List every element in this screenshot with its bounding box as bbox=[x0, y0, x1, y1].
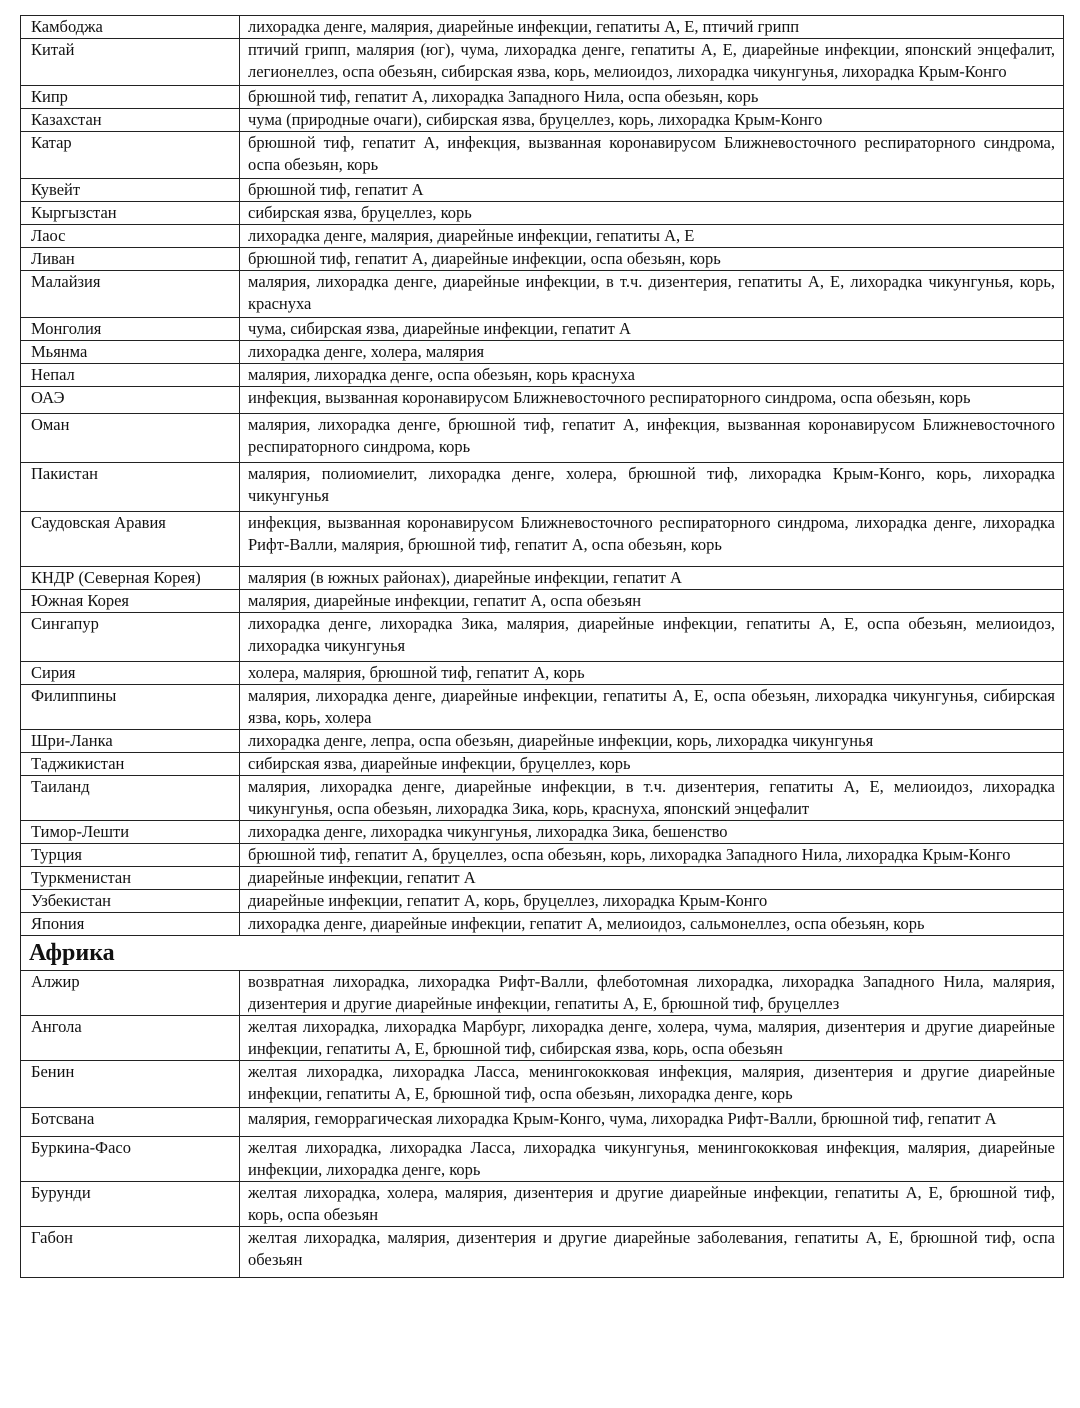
country-cell: Узбекистан bbox=[21, 890, 240, 913]
table-row bbox=[21, 1108, 1064, 1137]
country-cell: Бенин bbox=[21, 1061, 240, 1108]
table-row bbox=[21, 39, 1064, 86]
diseases-cell: малярия, геморрагическая лихорадка Крым-Конго, чума, лихорадка Рифт-Валли, брюшной тиф, гепатит А bbox=[240, 1108, 1064, 1137]
table-row bbox=[21, 1182, 1064, 1227]
country-cell: Габон bbox=[21, 1227, 240, 1278]
table-row bbox=[21, 1061, 1064, 1108]
diseases-cell: малярия, лихорадка денге, оспа обезьян, корь краснуха bbox=[240, 364, 1064, 387]
country-cell: Шри-Ланка bbox=[21, 730, 240, 753]
country-cell: Оман bbox=[21, 414, 240, 463]
country-cell: Малайзия bbox=[21, 271, 240, 318]
table-row bbox=[21, 913, 1064, 936]
table-row bbox=[21, 1016, 1064, 1061]
country-cell: Филиппины bbox=[21, 685, 240, 730]
section-header-row bbox=[21, 936, 1064, 971]
country-cell: Сингапур bbox=[21, 613, 240, 662]
table-row bbox=[21, 512, 1064, 567]
country-cell: Туркменистан bbox=[21, 867, 240, 890]
country-cell: Алжир bbox=[21, 971, 240, 1016]
diseases-cell: холера, малярия, брюшной тиф, гепатит А, корь bbox=[240, 662, 1064, 685]
diseases-cell: брюшной тиф, гепатит А, инфекция, вызванная коронавирусом Ближневосточного респираторного синдрома, оспа обезьян, корь bbox=[240, 132, 1064, 179]
table-row bbox=[21, 613, 1064, 662]
diseases-cell: птичий грипп, малярия (юг), чума, лихорадка денге, гепатиты А, Е, диарейные инфекции, японский энцефалит, легионеллез, оспа обезьян, сибирская язва, корь, мелиоидоз, лихорадка чикунгунья, лихорадка Крым-Конго bbox=[240, 39, 1064, 86]
country-cell: Буркина-Фасо bbox=[21, 1137, 240, 1182]
table-body bbox=[21, 16, 1064, 1278]
country-cell: Южная Корея bbox=[21, 590, 240, 613]
table-row bbox=[21, 890, 1064, 913]
table-row bbox=[21, 16, 1064, 39]
table-row bbox=[21, 132, 1064, 179]
table-row bbox=[21, 463, 1064, 512]
table-row bbox=[21, 1137, 1064, 1182]
diseases-cell: малярия, диарейные инфекции, гепатит А, оспа обезьян bbox=[240, 590, 1064, 613]
country-cell: Китай bbox=[21, 39, 240, 86]
table-row bbox=[21, 730, 1064, 753]
diseases-cell: желтая лихорадка, малярия, дизентерия и другие диарейные заболевания, гепатиты А, Е, брюшной тиф, оспа обезьян bbox=[240, 1227, 1064, 1278]
diseases-cell: желтая лихорадка, холера, малярия, дизентерия и другие диарейные инфекции, гепатиты А, Е, брюшной тиф, корь, оспа обезьян bbox=[240, 1182, 1064, 1227]
table-row bbox=[21, 248, 1064, 271]
country-cell: Кыргызстан bbox=[21, 202, 240, 225]
diseases-cell: лихорадка денге, лепра, оспа обезьян, диарейные инфекции, корь, лихорадка чикунгунья bbox=[240, 730, 1064, 753]
section-heading: Африка bbox=[21, 936, 1064, 971]
diseases-cell: лихорадка денге, лихорадка Зика, малярия, диарейные инфекции, гепатиты А, Е, оспа обезьян, мелиоидоз, лихорадка чикунгунья bbox=[240, 613, 1064, 662]
diseases-cell: малярия, лихорадка денге, диарейные инфекции, в т.ч. дизентерия, гепатиты А, Е, мелиоидоз, лихорадка чикунгунья, оспа обезьян, лихорадка Зика, корь, краснуха, японский энцефалит bbox=[240, 776, 1064, 821]
diseases-cell: лихорадка денге, диарейные инфекции, гепатит А, мелиоидоз, сальмонеллез, оспа обезьян, корь bbox=[240, 913, 1064, 936]
diseases-cell: желтая лихорадка, лихорадка Марбург, лихорадка денге, холера, чума, малярия, дизентерия и другие диарейные инфекции, гепатиты А, Е, брюшной тиф, сибирская язва, корь, оспа обезьян bbox=[240, 1016, 1064, 1061]
country-cell: Турция bbox=[21, 844, 240, 867]
table-row bbox=[21, 414, 1064, 463]
country-cell: Саудовская Аравия bbox=[21, 512, 240, 567]
country-cell: Мьянма bbox=[21, 341, 240, 364]
diseases-cell: лихорадка денге, малярия, диарейные инфекции, гепатиты А, Е bbox=[240, 225, 1064, 248]
diseases-cell: лихорадка денге, лихорадка чикунгунья, лихорадка Зика, бешенство bbox=[240, 821, 1064, 844]
table-row bbox=[21, 590, 1064, 613]
table-row bbox=[21, 567, 1064, 590]
table-row bbox=[21, 753, 1064, 776]
table-row bbox=[21, 179, 1064, 202]
disease-table bbox=[20, 15, 1064, 1278]
table-row bbox=[21, 387, 1064, 414]
diseases-cell: лихорадка денге, малярия, диарейные инфекции, гепатиты А, Е, птичий грипп bbox=[240, 16, 1064, 39]
diseases-cell: брюшной тиф, гепатит А bbox=[240, 179, 1064, 202]
diseases-cell: сибирская язва, бруцеллез, корь bbox=[240, 202, 1064, 225]
country-cell: Таиланд bbox=[21, 776, 240, 821]
table-row bbox=[21, 109, 1064, 132]
table-row bbox=[21, 86, 1064, 109]
diseases-cell: желтая лихорадка, лихорадка Ласса, лихорадка чикунгунья, менингококковая инфекция, малярия, диарейные инфекции, лихорадка денге, корь bbox=[240, 1137, 1064, 1182]
country-cell: Кувейт bbox=[21, 179, 240, 202]
table-row bbox=[21, 971, 1064, 1016]
diseases-cell: диарейные инфекции, гепатит А bbox=[240, 867, 1064, 890]
country-cell: Япония bbox=[21, 913, 240, 936]
country-cell: КНДР (Северная Корея) bbox=[21, 567, 240, 590]
country-cell: Лаос bbox=[21, 225, 240, 248]
table-row bbox=[21, 867, 1064, 890]
diseases-cell: малярия, лихорадка денге, диарейные инфекции, гепатиты А, Е, оспа обезьян, лихорадка чикунгунья, сибирская язва, корь, холера bbox=[240, 685, 1064, 730]
country-cell: Таджикистан bbox=[21, 753, 240, 776]
country-cell: Казахстан bbox=[21, 109, 240, 132]
diseases-cell: желтая лихорадка, лихорадка Ласса, менингококковая инфекция, малярия, дизентерия и другие диарейные инфекции, гепатиты А, Е, брюшной тиф, оспа обезьян, лихорадка денге, корь bbox=[240, 1061, 1064, 1108]
diseases-cell: лихорадка денге, холера, малярия bbox=[240, 341, 1064, 364]
table-row bbox=[21, 776, 1064, 821]
country-cell: Непал bbox=[21, 364, 240, 387]
table-row bbox=[21, 844, 1064, 867]
country-cell: Ливан bbox=[21, 248, 240, 271]
diseases-cell: брюшной тиф, гепатит А, лихорадка Западного Нила, оспа обезьян, корь bbox=[240, 86, 1064, 109]
country-cell: Камбоджа bbox=[21, 16, 240, 39]
country-cell: Бурунди bbox=[21, 1182, 240, 1227]
diseases-cell: малярия, лихорадка денге, брюшной тиф, гепатит А, инфекция, вызванная коронавирусом Ближневосточного респираторного синдрома, корь bbox=[240, 414, 1064, 463]
diseases-cell: брюшной тиф, гепатит А, диарейные инфекции, оспа обезьян, корь bbox=[240, 248, 1064, 271]
diseases-cell: инфекция, вызванная коронавирусом Ближневосточного респираторного синдрома, лихорадка денге, лихорадка Рифт-Валли, малярия, брюшной тиф, гепатит А, оспа обезьян, корь bbox=[240, 512, 1064, 567]
table-row bbox=[21, 202, 1064, 225]
table-row bbox=[21, 364, 1064, 387]
table-row bbox=[21, 225, 1064, 248]
country-cell: Катар bbox=[21, 132, 240, 179]
country-cell: Кипр bbox=[21, 86, 240, 109]
diseases-cell: малярия (в южных районах), диарейные инфекции, гепатит А bbox=[240, 567, 1064, 590]
diseases-cell: возвратная лихорадка, лихорадка Рифт-Валли, флеботомная лихорадка, лихорадка Западного Нила, малярия, дизентерия и другие диарейные инфекции, гепатиты А, Е, брюшной тиф, бруцеллез bbox=[240, 971, 1064, 1016]
diseases-cell: сибирская язва, диарейные инфекции, бруцеллез, корь bbox=[240, 753, 1064, 776]
table-row bbox=[21, 1227, 1064, 1278]
table-row bbox=[21, 271, 1064, 318]
diseases-cell: малярия, полиомиелит, лихорадка денге, холера, брюшной тиф, лихорадка Крым-Конго, корь, лихорадка чикунгунья bbox=[240, 463, 1064, 512]
table-row bbox=[21, 318, 1064, 341]
country-cell: Тимор-Лешти bbox=[21, 821, 240, 844]
country-cell: Сирия bbox=[21, 662, 240, 685]
country-cell: Пакистан bbox=[21, 463, 240, 512]
diseases-cell: чума, сибирская язва, диарейные инфекции, гепатит А bbox=[240, 318, 1064, 341]
diseases-cell: чума (природные очаги), сибирская язва, бруцеллез, корь, лихорадка Крым-Конго bbox=[240, 109, 1064, 132]
diseases-cell: инфекция, вызванная коронавирусом Ближневосточного респираторного синдрома, оспа обезьян, корь bbox=[240, 387, 1064, 414]
table-row bbox=[21, 662, 1064, 685]
diseases-cell: диарейные инфекции, гепатит А, корь, бруцеллез, лихорадка Крым-Конго bbox=[240, 890, 1064, 913]
table-row bbox=[21, 821, 1064, 844]
country-cell: ОАЭ bbox=[21, 387, 240, 414]
country-cell: Ботсвана bbox=[21, 1108, 240, 1137]
diseases-cell: малярия, лихорадка денге, диарейные инфекции, в т.ч. дизентерия, гепатиты А, Е, лихорадка чикунгунья, корь, краснуха bbox=[240, 271, 1064, 318]
diseases-cell: брюшной тиф, гепатит А, бруцеллез, оспа обезьян, корь, лихорадка Западного Нила, лихорадка Крым-Конго bbox=[240, 844, 1064, 867]
table-row bbox=[21, 341, 1064, 364]
table-row bbox=[21, 685, 1064, 730]
country-cell: Монголия bbox=[21, 318, 240, 341]
country-cell: Ангола bbox=[21, 1016, 240, 1061]
